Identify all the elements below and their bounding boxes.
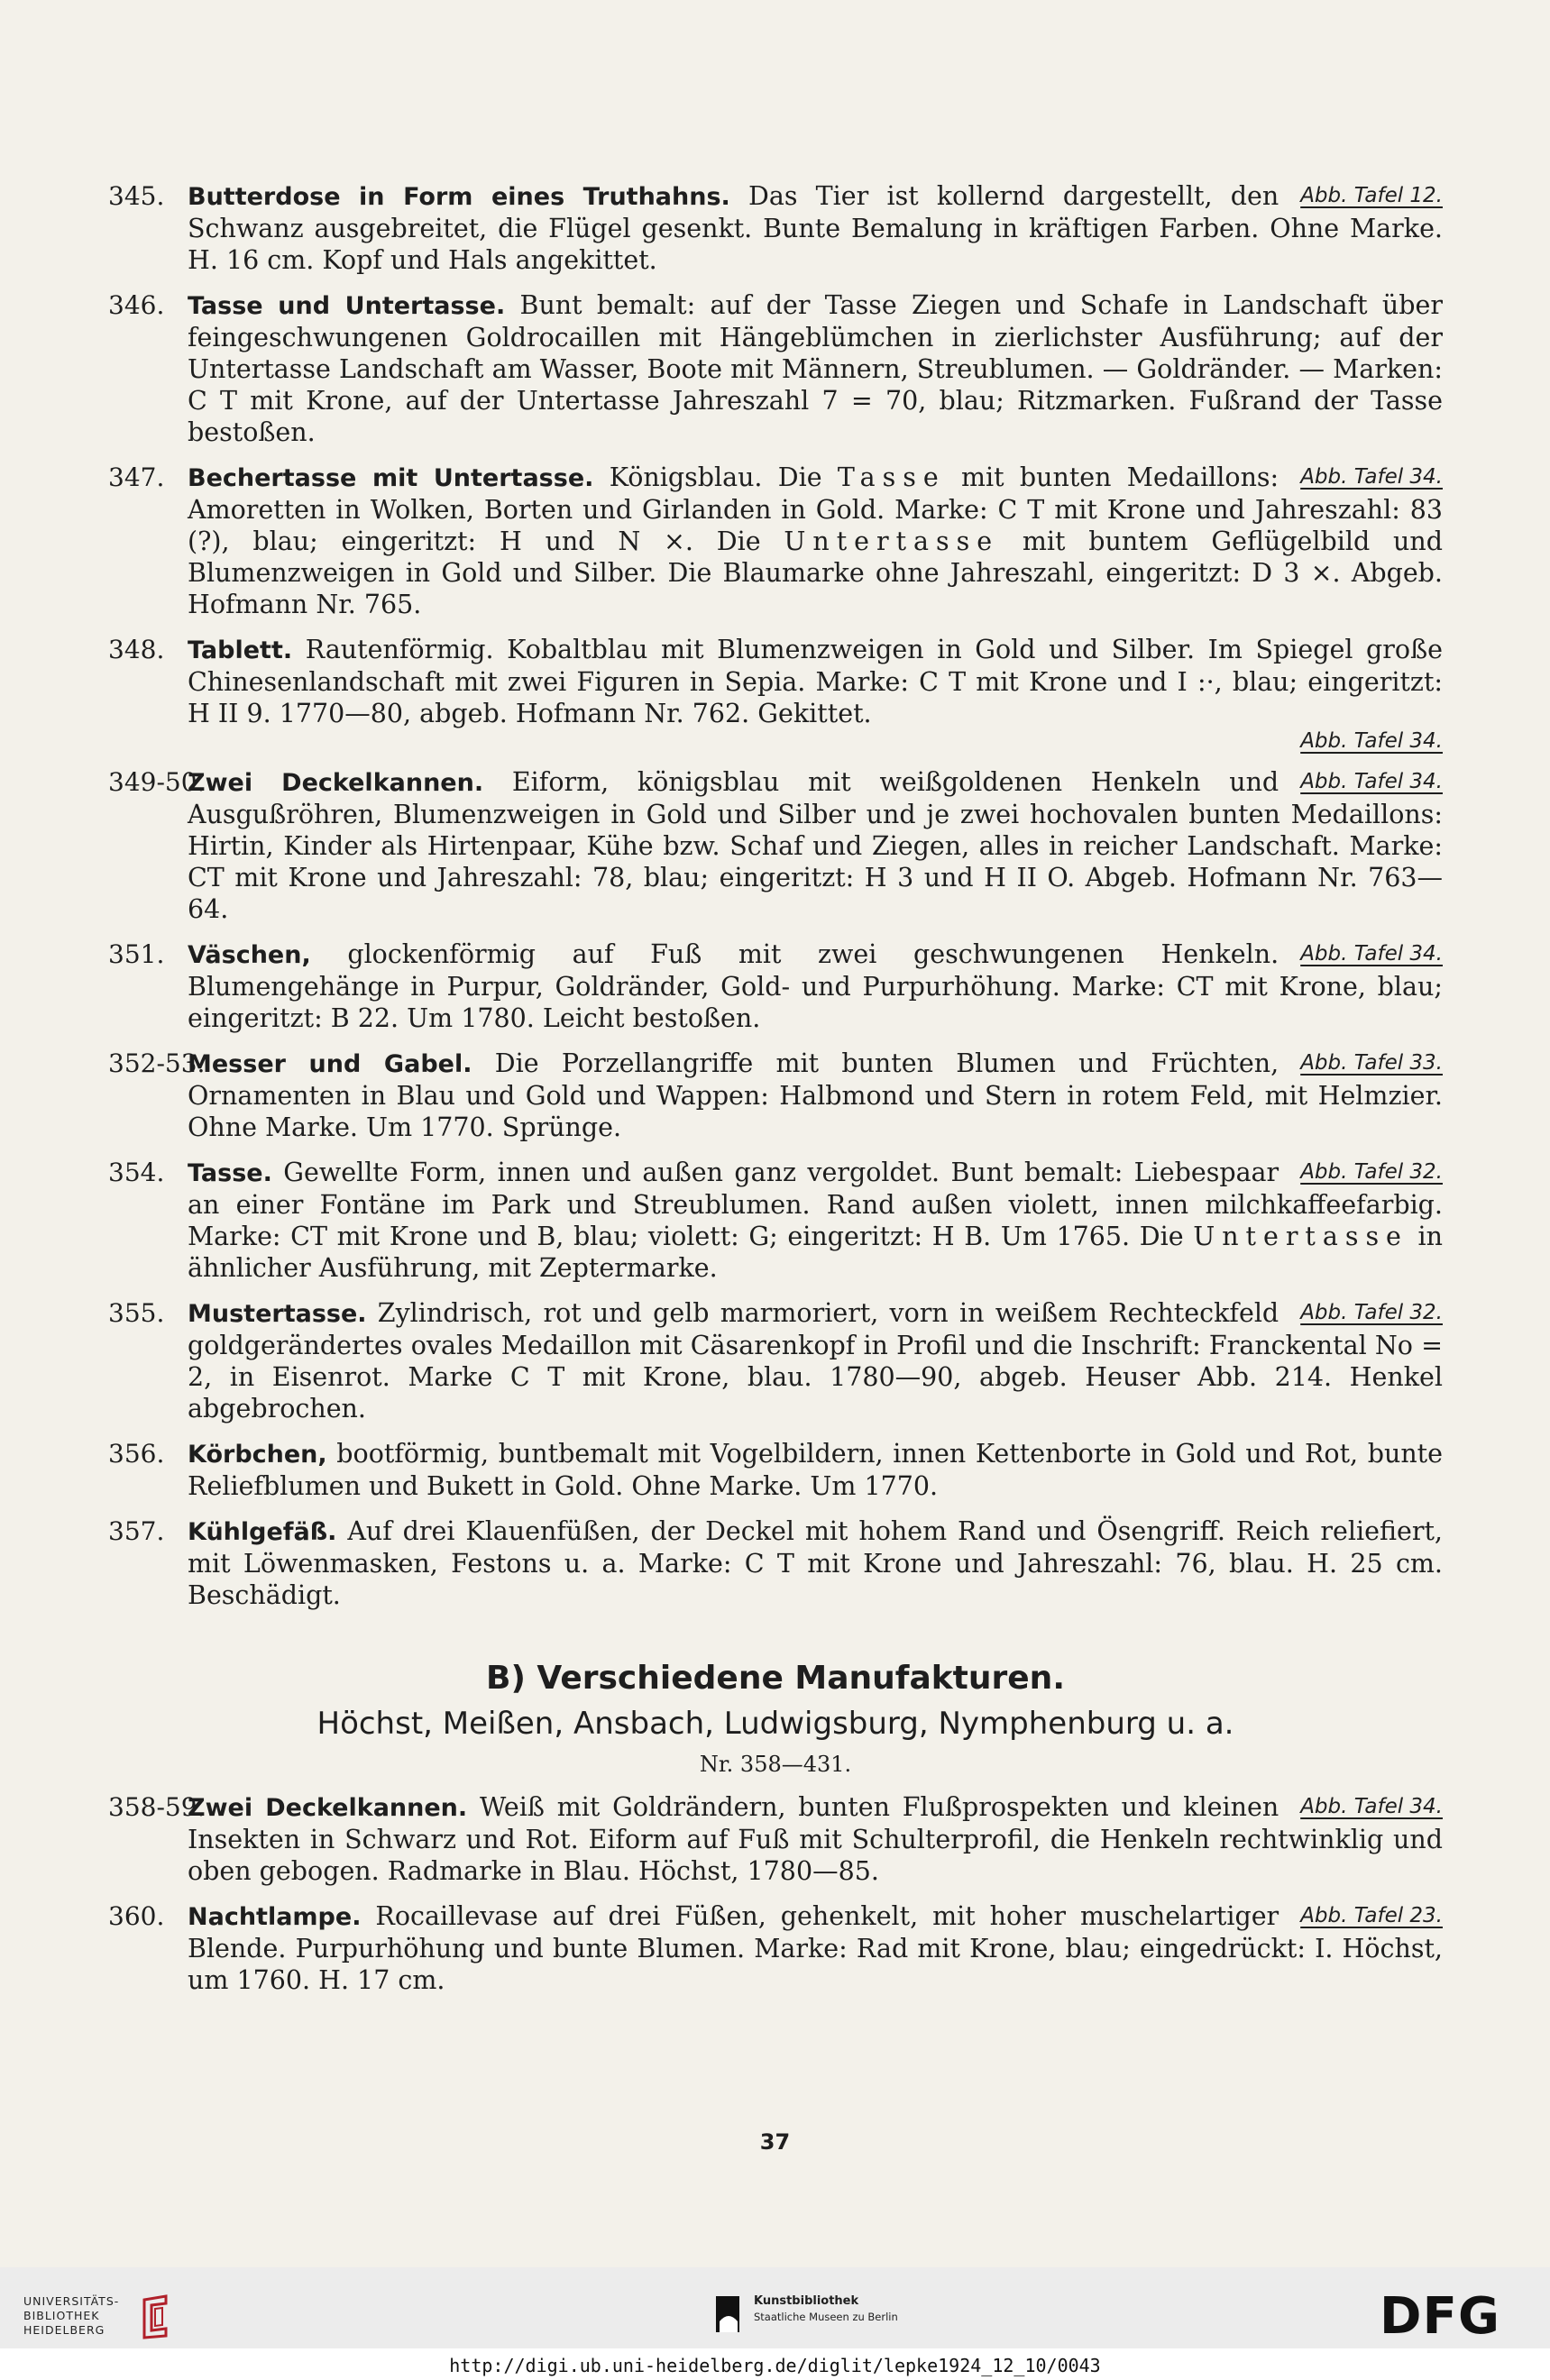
entry-title: Butterdose in Form eines Truthahns. [188, 183, 730, 211]
entry-title: Messer und Gabel. [188, 1050, 472, 1078]
entry-body [188, 1438, 1443, 1502]
catalog-entry [108, 1515, 1443, 1611]
entry-number: 357. [108, 1516, 165, 1546]
catalog-entry [108, 1157, 1443, 1284]
entry-number: 354. [108, 1158, 165, 1187]
plate-reference: Abb. Tafel 34. [1300, 729, 1443, 753]
kb-title: Kunstbibliothek [754, 2294, 859, 2308]
entry-body [188, 180, 1443, 276]
entry-title: Väschen, [188, 941, 311, 969]
plate-reference: Abb. Tafel 34. [1300, 1795, 1443, 1818]
plate-reference: Abb. Tafel 32. [1300, 1160, 1443, 1184]
entry-text: in ähnlicher Ausführung, mit Zeptermarke. [188, 1222, 1444, 1283]
entry-title: Kühlgefäß. [188, 1518, 337, 1546]
plate-reference-line [188, 729, 1443, 753]
entry-number: 347. [108, 462, 165, 492]
entry-text: Das Tier ist kollernd dargestellt, den Schwanz ausgebreitet, die Flügel gesenkt. Bunte Bemalung in kräftigen Farben. Ohne Marke. H. 16 cm. Kopf und Hals angekittet. [188, 181, 1443, 275]
university-library-logo[interactable] [23, 2294, 204, 2339]
section-header [108, 1656, 1443, 1782]
entry-title: Tasse und Untertasse. [188, 292, 506, 320]
entry-body [188, 1900, 1443, 1996]
entry-title: Tasse. [188, 1159, 272, 1187]
catalog-entry [108, 766, 1443, 925]
entry-body [188, 289, 1443, 448]
entry-number: 349-50. [108, 767, 206, 797]
entry-text: Zylindrisch, rot und gelb marmoriert, vorn in weißem Rechteckfeld goldgerändertes ovales Medaillon mit Cäsarenkopf in Profil und die Inschrift: Franckental No = 2, in Eisenrot. Marke C T mit Krone, blau. 1780—90, abgeb. Heuser Abb. 214. Henkel abgebrochen. [188, 1298, 1443, 1423]
catalog-entries [108, 180, 1443, 2009]
entry-body [188, 1297, 1443, 1424]
plate-reference: Abb. Tafel 34. [1300, 770, 1443, 793]
catalog-entry [108, 1438, 1443, 1502]
dfg-logo[interactable]: DFG [1380, 2287, 1501, 2346]
entry-body [188, 1515, 1443, 1611]
entry-title: Zwei Deckelkannen. [188, 769, 484, 797]
source-url[interactable]: http://digi.ub.uni-heidelberg.de/diglit/lepke1924_12_10/0043 [449, 2355, 1101, 2376]
catalog-entry [108, 1297, 1443, 1424]
entry-text: mit bunten Medaillons: Amoretten in Wolken, Borten und Girlanden in Gold. Marke: C T mit Krone und Jahreszahl: 83 (?), blau; eingeritzt: H und N ×. Die [188, 462, 1443, 556]
page-number: 37 [759, 2129, 791, 2155]
entry-text: Rautenförmig. Kobaltblau mit Blumenzweigen in Gold und Silber. Im Spiegel große Chinesenlandschaft mit zwei Figuren in Sepia. Marke: C T mit Krone und I :·, blau; eingeritzt: H II 9. 1770—80, abgeb. Hofmann Nr. 762. Gekittet. [188, 635, 1443, 728]
entry-body [188, 1791, 1443, 1887]
entry-number: 355. [108, 1298, 165, 1328]
entry-text: Königsblau. Die [593, 462, 838, 492]
catalog-entry [108, 1791, 1443, 1887]
entry-emphasis: Untertasse [1193, 1222, 1408, 1251]
entry-number: 360. [108, 1901, 165, 1931]
entry-body [188, 462, 1443, 620]
section-heading: B) Verschiedene Manufakturen. [486, 1660, 1065, 1697]
entry-title: Bechertasse mit Untertasse. [188, 464, 594, 492]
entry-emphasis: Tasse [837, 462, 946, 492]
footer-bar [0, 2267, 1550, 2348]
plate-reference: Abb. Tafel 23. [1300, 1904, 1443, 1927]
entry-number: 358-59. [108, 1792, 206, 1822]
entry-body [188, 766, 1443, 925]
entry-text: Eiform, königsblau mit weißgoldenen Henkeln und Ausgußröhren, Blumenzweigen in Gold und Silber und je zwei hochovalen bunten Medaillons: Hirtin, Kinder als Hirtenpaar, Kühe bzw. Schaf und Ziegen, alles in reicher Landschaft. Marke: CT mit Krone und Jahreszahl: 78, blau; eingeritzt: H 3 und H II O. Abgeb. Hofmann Nr. 763—64. [188, 767, 1443, 924]
entry-text: bootförmig, buntbemalt mit Vogelbildern, innen Kettenborte in Gold und Rot, bunte Reliefblumen und Bukett in Gold. Ohne Marke. Um 1770. [188, 1439, 1443, 1501]
catalog-entry [108, 1900, 1443, 1996]
plate-reference: Abb. Tafel 32. [1300, 1301, 1443, 1324]
plate-reference: Abb. Tafel 33. [1300, 1051, 1443, 1075]
entry-title: Tablett. [188, 636, 293, 664]
entry-text: Weiß mit Goldrändern, bunten Flußprospekten und kleinen Insekten in Schwarz und Rot. Eiform auf Fuß mit Schulterprofil, die Henkeln rechtwinklig und oben gebogen. Radmarke in Blau. Höchst, 1780—85. [188, 1792, 1443, 1886]
catalog-entry [108, 1048, 1443, 1143]
entry-list-b [108, 1791, 1443, 1996]
kunstbibliothek-logo[interactable] [711, 2294, 945, 2339]
entry-text: Rocaillevase auf drei Füßen, gehenkelt, mit hoher muschelartiger Blende. Purpurhöhung und bunte Blumen. Marke: Rad mit Krone, blau; eingedrückt: I. Höchst, um 1760. H. 17 cm. [188, 1901, 1443, 1995]
entry-body [188, 938, 1443, 1034]
entry-body [188, 1157, 1443, 1284]
plate-reference: Abb. Tafel 12. [1300, 184, 1443, 207]
entry-body [188, 634, 1443, 729]
section-number-range: Nr. 358—431. [699, 1752, 852, 1777]
entry-text: Bunt bemalt: auf der Tasse Ziegen und Schafe in Landschaft über feingeschwungenen Goldrocaillen mit Hängeblümchen in zierlichster Ausführung; auf der Untertasse Landschaft am Wasser, Boote mit Männern, Streublumen. — Goldränder. — Marken: C T mit Krone, auf der Untertasse Jahreszahl 7 = 70, blau; Ritzmarken. Fußrand der Tasse bestoßen. [188, 290, 1443, 447]
catalog-entry [108, 289, 1443, 448]
entry-text: Gewellte Form, innen und außen ganz vergoldet. Bunt bemalt: Liebespaar an einer Fontäne im Park und Streublumen. Rand außen violett, innen milchkaffeefarbig. Marke: CT mit Krone und B, blau; violett: G; eingeritzt: H B. Um 1765. Die [188, 1158, 1443, 1251]
entry-number: 348. [108, 635, 165, 664]
entry-number: 351. [108, 939, 165, 969]
entry-title: Körbchen, [188, 1441, 327, 1469]
entry-number: 345. [108, 181, 165, 211]
entry-title: Zwei Deckelkannen. [188, 1794, 468, 1822]
entry-number: 356. [108, 1439, 165, 1469]
plate-reference: Abb. Tafel 34. [1300, 465, 1443, 489]
entry-text: Auf drei Klauenfüßen, der Deckel mit hohem Rand und Ösengriff. Reich reliefiert, mit Löwenmasken, Festons u. a. Marke: C T mit Krone und Jahreszahl: 76, blau. H. 25 cm. Beschädigt. [188, 1516, 1443, 1610]
entry-text: mit buntem Geflügelbild und Blumenzweigen in Gold und Silber. Die Blaumarke ohne Jahreszahl, eingeritzt: D 3 ×. Abgeb. Hofmann Nr. 765. [188, 526, 1443, 619]
catalog-entry [108, 180, 1443, 276]
section-subheading: Höchst, Meißen, Ansbach, Ludwigsburg, Nymphenburg u. a. [316, 1706, 1234, 1742]
entry-text: Die Porzellangriffe mit bunten Blumen und Früchten, Ornamenten in Blau und Gold und Wappen: Halbmond und Stern in rotem Feld, mit Helmzier. Ohne Marke. Um 1770. Sprünge. [188, 1048, 1443, 1142]
entry-number: 352-53. [108, 1048, 206, 1078]
university-emblem-icon [139, 2294, 175, 2339]
entry-title: Nachtlampe. [188, 1903, 362, 1931]
catalog-entry [108, 938, 1443, 1034]
catalog-entry [108, 634, 1443, 753]
entry-body [188, 1048, 1443, 1143]
entry-emphasis: Untertasse [784, 526, 1000, 556]
kb-subtitle: Staatliche Museen zu Berlin [754, 2311, 898, 2323]
entry-text: glockenförmig auf Fuß mit zwei geschwungenen Henkeln. Blumengehänge in Purpur, Goldränder, Gold- und Purpurhöhung. Marke: CT mit Krone, blau; eingeritzt: B 22. Um 1780. Leicht bestoßen. [188, 939, 1443, 1033]
catalog-entry [108, 462, 1443, 620]
entry-title: Mustertasse. [188, 1300, 367, 1328]
entry-list-a [108, 180, 1443, 1611]
entry-number: 346. [108, 290, 165, 320]
university-logo-text: UNIVERSITÄTS- BIBLIOTHEK HEIDELBERG [23, 2294, 120, 2337]
kunstbibliothek-emblem-icon [711, 2294, 747, 2336]
plate-reference: Abb. Tafel 34. [1300, 942, 1443, 966]
